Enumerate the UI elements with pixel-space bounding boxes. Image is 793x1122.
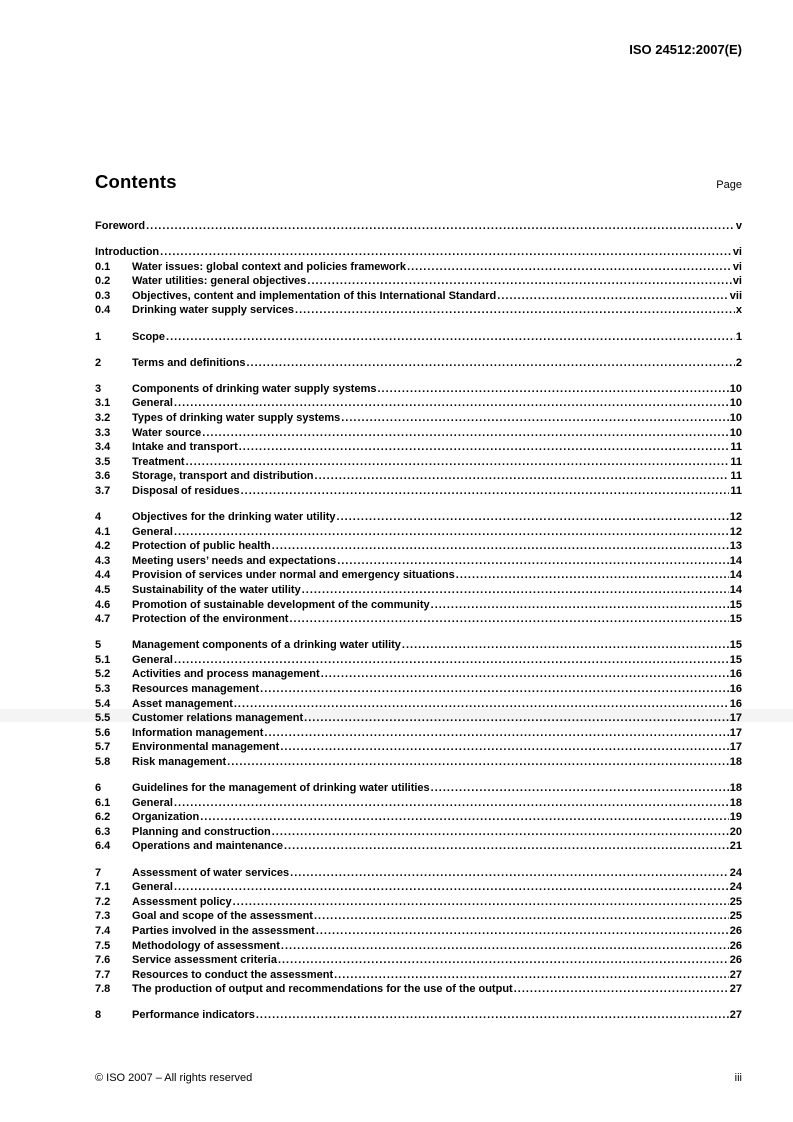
toc-entry-number: 5.4: [95, 697, 111, 710]
toc-entry: [95, 697, 742, 712]
toc-entry: [95, 426, 742, 441]
toc-entry: [95, 598, 742, 613]
toc-entry-title: Introduction: [95, 246, 160, 259]
toc-leader-dots: [186, 455, 730, 470]
toc-entry-page: 14: [729, 554, 742, 567]
toc-entry: [95, 667, 742, 682]
toc-entry-title: Terms and definitions: [132, 356, 246, 369]
toc-entry-page: 27: [729, 1009, 742, 1022]
document-footer: [95, 1072, 742, 1084]
toc-entry-number: 0.1: [95, 260, 111, 273]
toc-leader-dots: [456, 568, 729, 583]
toc-entry-page: 18: [729, 756, 742, 768]
toc-leader-dots: [315, 469, 730, 484]
toc-leader-dots: [260, 682, 729, 697]
toc-entry-title: Meeting users’ needs and expectations: [132, 554, 337, 567]
toc-entry-number: 3.1: [95, 397, 111, 410]
toc-leader-dots: [290, 866, 729, 881]
toc-entry-number: 5: [95, 639, 102, 652]
toc-leader-dots: [431, 598, 729, 613]
toc-entry: [95, 726, 742, 741]
toc-entry-title: Goal and scope of the assessment: [132, 910, 313, 923]
toc-entry-page: vii: [729, 289, 742, 302]
toc-entry-page: v: [735, 220, 742, 232]
toc-entry: [95, 682, 742, 697]
toc-entry: [95, 612, 742, 627]
toc-group: [95, 510, 742, 627]
toc-entry: [95, 839, 742, 854]
toc-entry: [95, 289, 742, 304]
copyright-notice: © ISO 2007 – All rights reserved: [95, 1072, 253, 1084]
toc-entry-page: 21: [729, 840, 742, 853]
toc-entry: [95, 781, 742, 796]
toc-leader-dots: [280, 740, 728, 755]
toc-entry-page: 10: [729, 382, 742, 395]
toc-entry-number: 5.5: [95, 712, 111, 725]
toc-group: [95, 1008, 742, 1023]
toc-entry: [95, 924, 742, 939]
toc-entry-page: vi: [732, 275, 742, 288]
toc-leader-dots: [378, 382, 729, 397]
toc-entry-page: vi: [732, 246, 742, 259]
toc-leader-dots: [302, 583, 729, 598]
toc-entry-title: General: [132, 796, 173, 809]
toc-entry-page: 1: [735, 330, 742, 343]
toc-leader-dots: [174, 796, 729, 811]
toc-entry-number: 3.7: [95, 484, 111, 497]
toc-entry-title: Protection of the environment: [132, 613, 289, 626]
toc-entry: [95, 982, 742, 997]
toc-entry-number: 3.6: [95, 470, 111, 483]
toc-entry-title: Assessment of water services: [132, 866, 290, 879]
toc-entry: [95, 825, 742, 840]
toc-entry-number: 4.5: [95, 583, 111, 596]
toc-entry-page: 25: [729, 895, 742, 908]
toc-leader-dots: [304, 711, 729, 726]
toc-entry-title: Water source: [132, 426, 202, 439]
toc-entry: [95, 568, 742, 583]
toc-entry-title: General: [132, 525, 173, 538]
toc-entry-number: 7.6: [95, 954, 111, 967]
toc-leader-dots: [402, 638, 729, 653]
toc-group: [95, 866, 742, 997]
toc-leader-dots: [295, 303, 735, 318]
toc-entry: [95, 396, 742, 411]
toc-entry: [95, 895, 742, 910]
toc-leader-dots: [256, 1008, 729, 1023]
toc-entry: [95, 583, 742, 598]
toc-entry: [95, 755, 742, 770]
toc-entry-page: x: [735, 304, 742, 317]
toc-leader-dots: [278, 953, 729, 968]
toc-leader-dots: [264, 726, 728, 741]
toc-entry: [95, 953, 742, 968]
toc-leader-dots: [281, 939, 729, 954]
toc-leader-dots: [246, 356, 734, 371]
toc-entry-title: Asset management: [132, 697, 233, 710]
toc-entry: [95, 796, 742, 811]
toc-entry-title: Objectives for the drinking water utility: [132, 511, 336, 523]
toc-entry-title: Drinking water supply services: [132, 304, 295, 317]
toc-entry-page: 24: [729, 866, 742, 879]
toc-entry-title: Types of drinking water supply systems: [132, 411, 341, 424]
toc-entry: [95, 382, 742, 397]
toc-leader-dots: [174, 396, 729, 411]
toc-leader-dots: [200, 810, 729, 825]
toc-entry: [95, 525, 742, 540]
toc-entry: [95, 539, 742, 554]
page-column-label: Page: [716, 179, 742, 191]
toc-entry-title: Activities and process management: [132, 668, 320, 681]
toc-entry-page: 25: [729, 910, 742, 923]
toc-entry-page: 15: [729, 653, 742, 666]
toc-entry-number: 7.5: [95, 939, 111, 952]
toc-entry-page: 15: [729, 639, 742, 652]
toc-entry-page: 14: [729, 569, 742, 582]
toc-entry-title: Organization: [132, 811, 200, 824]
toc-leader-dots: [239, 440, 730, 455]
toc-entry-page: 11: [730, 484, 742, 497]
toc-entry-page: 19: [729, 811, 742, 824]
toc-entry-page: 12: [729, 511, 742, 523]
toc-entry-title: Promotion of sustainable development of the community: [132, 598, 430, 611]
toc-entry-title: Management components of a drinking water utility: [132, 639, 401, 652]
toc-entry: [95, 880, 742, 895]
toc-group: [95, 330, 742, 345]
toc-leader-dots: [234, 697, 729, 712]
toc-entry-page: 12: [729, 525, 742, 538]
toc-entry-title: Water utilities: general objectives: [132, 275, 307, 288]
toc-group: [95, 638, 742, 769]
toc-entry: [95, 909, 742, 924]
toc-entry-number: 4.7: [95, 613, 111, 626]
toc-leader-dots: [407, 260, 732, 275]
toc-entry-title: Disposal of residues: [132, 484, 240, 497]
toc-leader-dots: [497, 289, 728, 304]
toc-entry-title: Guidelines for the management of drinking water utilities: [132, 782, 430, 795]
folio-page-number: iii: [734, 1072, 742, 1084]
toc-entry-number: 5.8: [95, 756, 111, 768]
toc-entry-number: 5.3: [95, 683, 111, 696]
toc-entry-title: Treatment: [132, 455, 185, 468]
toc-leader-dots: [272, 539, 729, 554]
toc-entry-title: Resources management: [132, 683, 260, 696]
toc-entry-page: 11: [730, 441, 742, 454]
toc-entry-title: Scope: [132, 330, 166, 343]
toc-leader-dots: [334, 968, 729, 983]
toc-entry-number: 0.2: [95, 275, 111, 288]
toc-entry-number: 3: [95, 382, 102, 395]
toc-leader-dots: [166, 330, 735, 345]
toc-entry-title: Resources to conduct the assessment: [132, 968, 334, 981]
toc-entry: [95, 455, 742, 470]
toc-entry: [95, 469, 742, 484]
toc-entry-title: General: [132, 397, 173, 410]
toc-entry: [95, 245, 742, 260]
toc-leader-dots: [514, 982, 729, 997]
toc-entry: [95, 260, 742, 275]
toc-entry-number: 7.3: [95, 910, 111, 923]
toc-entry-page: 24: [729, 881, 742, 894]
toc-entry-page: 17: [729, 726, 742, 739]
toc-entry-title: Components of drinking water supply systems: [132, 382, 377, 395]
toc-entry-title: General: [132, 653, 173, 666]
toc-entry-title: Assessment policy: [132, 895, 232, 908]
toc-entry-title: Water issues: global context and policies framework: [132, 260, 407, 273]
toc-leader-dots: [307, 274, 731, 289]
toc-group: [95, 382, 742, 499]
toc-entry-page: 26: [729, 939, 742, 952]
toc-entry-number: 3.4: [95, 441, 111, 454]
toc-entry-number: 3.5: [95, 455, 111, 468]
toc-entry-number: 5.6: [95, 726, 111, 739]
toc-entry: [95, 740, 742, 755]
toc-entry-number: 4.4: [95, 569, 111, 582]
toc-leader-dots: [341, 411, 729, 426]
toc-entry-number: 7.8: [95, 983, 111, 996]
toc-leader-dots: [174, 880, 729, 895]
toc-entry-page: 13: [729, 540, 742, 553]
toc-entry-number: 4: [95, 511, 102, 523]
toc-leader-dots: [227, 755, 729, 770]
toc-entry-title: General: [132, 881, 173, 894]
toc-entry-title: Sustainability of the water utility: [132, 583, 301, 596]
toc-group: [95, 219, 742, 234]
toc-entry-number: 6: [95, 782, 102, 795]
toc-leader-dots: [316, 924, 729, 939]
toc-leader-dots: [241, 484, 730, 499]
toc-entry-title: Planning and construction: [132, 825, 271, 838]
toc-entry-number: 7.4: [95, 924, 111, 937]
table-of-contents: [95, 219, 742, 1023]
toc-entry-number: 4.1: [95, 525, 111, 538]
toc-entry-page: 15: [729, 613, 742, 626]
toc-entry-page: 10: [729, 426, 742, 439]
toc-leader-dots: [337, 510, 729, 525]
document-header: [95, 42, 742, 57]
contents-title: Contents: [95, 171, 177, 192]
toc-entry-page: 11: [730, 455, 742, 468]
toc-entry-number: 0.4: [95, 304, 111, 317]
toc-entry: [95, 810, 742, 825]
toc-group: [95, 245, 742, 318]
toc-entry: [95, 356, 742, 371]
toc-entry-number: 3.3: [95, 426, 111, 439]
toc-entry-title: Intake and transport: [132, 441, 238, 454]
toc-entry: [95, 330, 742, 345]
toc-leader-dots: [321, 667, 729, 682]
toc-entry-number: 7: [95, 866, 102, 879]
toc-entry-number: 6.2: [95, 811, 111, 824]
toc-leader-dots: [284, 839, 729, 854]
toc-entry-title: Performance indicators: [132, 1009, 255, 1022]
toc-entry-title: Foreword: [95, 220, 146, 232]
toc-entry-title: Operations and maintenance: [132, 840, 283, 853]
toc-entry-page: 10: [729, 411, 742, 424]
toc-leader-dots: [272, 825, 729, 840]
toc-entry: [95, 968, 742, 983]
toc-entry-title: Environmental management: [132, 741, 280, 754]
toc-entry-number: 5.7: [95, 741, 111, 754]
toc-entry-number: 5.2: [95, 668, 111, 681]
toc-entry: [95, 653, 742, 668]
toc-entry-title: Customer relations management: [132, 712, 304, 725]
toc-entry: [95, 866, 742, 881]
toc-entry: [95, 303, 742, 318]
toc-entry-title: Provision of services under normal and emergency situations: [132, 569, 455, 582]
toc-entry-number: 6.4: [95, 840, 111, 853]
toc-entry-title: Objectives, content and implementation of this International Standard: [132, 289, 497, 302]
toc-leader-dots: [431, 781, 729, 796]
toc-entry-page: 16: [729, 683, 742, 696]
toc-entry-page: 11: [730, 470, 742, 483]
toc-entry-title: Information management: [132, 726, 264, 739]
toc-entry-number: 8: [95, 1009, 102, 1022]
toc-group: [95, 356, 742, 371]
toc-entry: [95, 484, 742, 499]
toc-entry-page: 10: [729, 397, 742, 410]
toc-entry-number: 7.1: [95, 881, 111, 894]
toc-entry-number: 6.1: [95, 796, 111, 809]
toc-entry: [95, 440, 742, 455]
toc-entry-page: 16: [729, 668, 742, 681]
toc-entry-page: 2: [735, 356, 742, 369]
doc-id: ISO 24512:2007(E): [629, 42, 742, 57]
toc-entry: [95, 1008, 742, 1023]
contents-header: [95, 171, 742, 193]
toc-leader-dots: [337, 554, 729, 569]
toc-entry-page: 17: [729, 712, 742, 725]
toc-entry-number: 4.2: [95, 540, 111, 553]
toc-entry-page: 27: [729, 968, 742, 981]
toc-leader-dots: [314, 909, 729, 924]
toc-leader-dots: [289, 612, 728, 627]
toc-entry-page: 15: [729, 598, 742, 611]
toc-entry-title: Methodology of assessment: [132, 939, 280, 952]
toc-entry-page: 20: [729, 825, 742, 838]
toc-entry: [95, 711, 742, 726]
toc-entry: [95, 219, 742, 234]
toc-entry: [95, 939, 742, 954]
toc-entry-title: Risk management: [132, 756, 227, 768]
toc-leader-dots: [174, 653, 729, 668]
toc-entry-number: 5.1: [95, 653, 111, 666]
toc-leader-dots: [233, 895, 729, 910]
toc-entry-number: 4.3: [95, 554, 111, 567]
toc-entry-title: Storage, transport and distribution: [132, 470, 314, 483]
toc-entry-number: 7.2: [95, 895, 111, 908]
toc-entry-title: Protection of public health: [132, 540, 271, 553]
toc-entry-number: 1: [95, 330, 102, 343]
toc-entry-title: Service assessment criteria: [132, 954, 277, 967]
toc-entry-title: Parties involved in the assessment: [132, 924, 315, 937]
toc-entry-number: 4.6: [95, 598, 111, 611]
toc-entry-page: 18: [729, 782, 742, 795]
toc-entry-page: 14: [729, 583, 742, 596]
toc-entry-page: 27: [729, 983, 742, 996]
toc-entry-number: 7.7: [95, 968, 111, 981]
toc-entry-title: The production of output and recommendations for the use of the output: [132, 983, 513, 996]
toc-entry-page: 17: [729, 741, 742, 754]
toc-entry-page: 16: [729, 697, 742, 710]
toc-entry-number: 0.3: [95, 289, 111, 302]
toc-entry: [95, 510, 742, 525]
toc-entry: [95, 274, 742, 289]
toc-entry: [95, 554, 742, 569]
toc-leader-dots: [174, 525, 729, 540]
toc-entry-page: 26: [729, 924, 742, 937]
toc-entry: [95, 638, 742, 653]
toc-entry-number: 3.2: [95, 411, 111, 424]
toc-entry-page: vi: [732, 260, 742, 273]
toc-leader-dots: [146, 219, 735, 234]
toc-entry-page: 26: [729, 954, 742, 967]
toc-entry-number: 2: [95, 356, 102, 369]
toc-entry-page: 18: [729, 796, 742, 809]
toc-leader-dots: [202, 426, 728, 441]
toc-leader-dots: [160, 245, 732, 260]
toc-group: [95, 781, 742, 854]
toc-entry-number: 6.3: [95, 825, 111, 838]
toc-entry: [95, 411, 742, 426]
